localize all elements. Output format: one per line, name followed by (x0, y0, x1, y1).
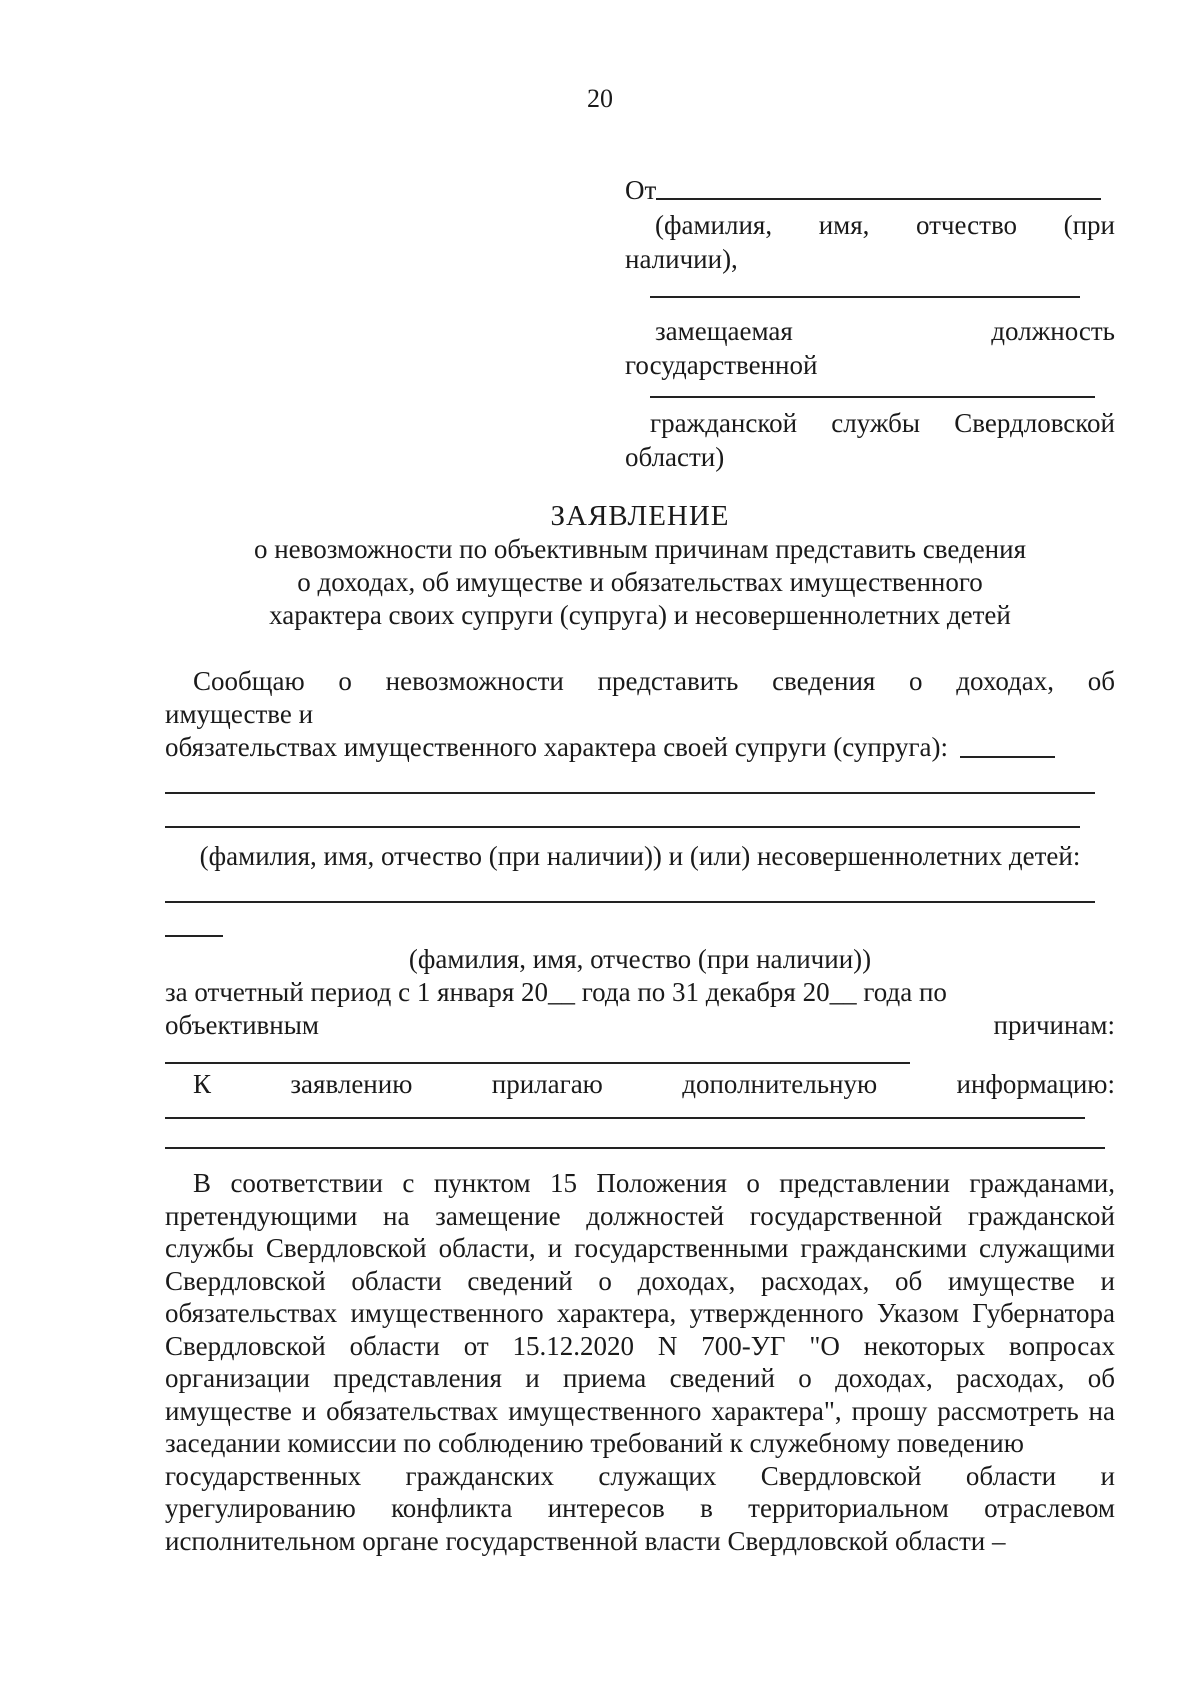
spouse-name-line-1[interactable] (165, 792, 1095, 794)
reasons-right: причинам: (993, 1010, 1115, 1040)
position-hint-2: государственной (625, 350, 818, 380)
report-line-3: обязательствах имущественного характера своей супруги (супруга): (165, 732, 949, 762)
from-label: От (625, 175, 657, 205)
fio-hint-2: наличии), (625, 244, 738, 274)
attach-word-5: информацию: (956, 1069, 1115, 1099)
fio-line[interactable] (650, 296, 1080, 298)
children-hint: (фамилия, имя, отчество (при наличии)) (408, 944, 872, 974)
reasons-row (165, 1009, 1115, 1042)
reasons-left: объективным (165, 1010, 319, 1040)
subtitle-line-2: о доходах, об имуществе и обязательствах имущественного (297, 567, 983, 597)
position-hint-1: замещаемая должность (655, 316, 1115, 346)
document-heading: ЗАЯВЛЕНИЕ (550, 500, 730, 532)
from-row (625, 175, 1115, 206)
attach-word-4: дополнительную (682, 1069, 878, 1099)
service-hint-1: гражданской службы Свердловской (650, 408, 1115, 438)
attach-word-3: прилагаю (491, 1069, 603, 1099)
attach-line-1[interactable] (165, 1117, 1085, 1119)
report-line-2: имуществе и (165, 699, 314, 729)
subtitle-line-1: о невозможности по объективным причинам представить сведения (253, 534, 1026, 564)
main-paragraph-1: В соответствии с пунктом 15 Положения о представлении гражданами, претендующими на замещение должностей государственной гражданской службы Свердловской области, и государственными гражданскими служащими Свердловской области сведений о доходах, расходах, об имуществе и обязательствах имущественного характера, утвержденного Указом Губернатора Свердловской области от 15.12.2020 N 700-УГ "О некоторых вопросах организации представления и приема сведений о доходах, расходах, об имуществе и обязательствах имущественного характера", прошу рассмотреть на заседании комиссии по соблюдению требований к служебному поведению (165, 1168, 1115, 1458)
main-paragraph-2: государственных гражданских служащих Свердловской области и урегулированию конфликта интересов в территориальном отраслевом исполнительном органе государственной власти Свердловской области – (165, 1460, 1115, 1556)
attach-word-2: заявлению (290, 1069, 413, 1099)
period-line: за отчетный период с 1 января 20__ года по 31 декабря 20__ года по (165, 977, 947, 1007)
position-line[interactable] (650, 396, 1095, 398)
attach-word-1: К (193, 1069, 212, 1099)
subtitle-line-3: характера своих супруги (супруга) и несовершеннолетних детей (269, 600, 1011, 630)
report-line-1: Сообщаю о невозможности представить сведения о доходах, об (193, 666, 1115, 696)
attach-line-2[interactable] (165, 1147, 1105, 1149)
spouse-hint: (фамилия, имя, отчество (при наличии)) и (или) несовершеннолетних детей: (199, 841, 1081, 871)
spouse-name-line-2[interactable] (165, 826, 1080, 828)
children-name-line-1[interactable] (165, 901, 1095, 903)
attach-row (165, 1068, 1115, 1101)
fio-hint-1: (фамилия, имя, отчество (при (655, 210, 1115, 240)
spouse-name-line-start[interactable] (960, 756, 1055, 758)
applicant-header (625, 175, 1115, 474)
children-name-line-2[interactable] (165, 935, 223, 937)
service-hint-2: области) (625, 442, 725, 472)
statement-body (165, 665, 1115, 1557)
from-line[interactable] (656, 198, 1101, 200)
statement-title (150, 500, 1130, 632)
reasons-line[interactable] (165, 1062, 910, 1064)
report-row-3 (165, 731, 1115, 764)
page-number: 20 (587, 84, 613, 113)
